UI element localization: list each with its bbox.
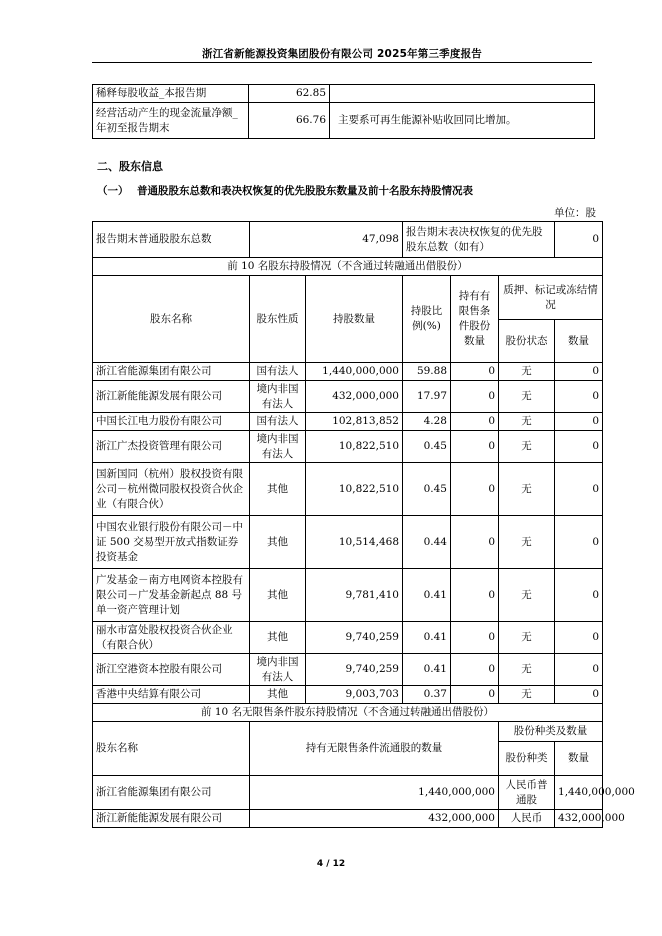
holder-nature: 其他 bbox=[250, 463, 306, 516]
unit-label: 单位：股 bbox=[554, 207, 596, 219]
holder-ratio: 0.45 bbox=[403, 431, 451, 463]
unrestricted-holder-qty: 1,440,000,000 bbox=[250, 776, 499, 810]
holder-shares: 10,822,510 bbox=[306, 463, 403, 516]
holder-name: 广发基金－南方电网资本控股有限公司－广发基金新起点 88 号单一资产管理计划 bbox=[93, 569, 250, 622]
holder-restricted: 0 bbox=[451, 654, 499, 686]
holder-name: 浙江广杰投资管理有限公司 bbox=[93, 431, 250, 463]
holder-ratio: 0.41 bbox=[403, 654, 451, 686]
holder-nature: 其他 bbox=[250, 569, 306, 622]
holder-pledge-status: 无 bbox=[499, 431, 555, 463]
table-row bbox=[93, 463, 603, 516]
holder-name: 浙江空港资本控股有限公司 bbox=[93, 654, 250, 686]
table-row bbox=[93, 776, 603, 810]
holder-pledge-qty: 0 bbox=[555, 622, 603, 654]
holder-ratio: 17.97 bbox=[403, 381, 451, 413]
col-header-shares: 持股数量 bbox=[306, 276, 403, 363]
holder-restricted: 0 bbox=[451, 431, 499, 463]
holder-pledge-qty: 0 bbox=[555, 516, 603, 569]
holder-shares: 9,781,410 bbox=[306, 569, 403, 622]
holder-pledge-status: 无 bbox=[499, 569, 555, 622]
holder-pledge-qty: 0 bbox=[555, 381, 603, 413]
holder-nature: 国有法人 bbox=[250, 413, 306, 431]
holder-ratio: 0.41 bbox=[403, 569, 451, 622]
col-header-name: 股东名称 bbox=[93, 276, 250, 363]
holder-restricted: 0 bbox=[451, 381, 499, 413]
holder-pledge-status: 无 bbox=[499, 413, 555, 431]
unrestricted-holder-name: 浙江新能能源发展有限公司 bbox=[93, 810, 250, 828]
holder-ratio: 59.88 bbox=[403, 363, 451, 381]
table-row bbox=[93, 686, 603, 704]
indicator-note: 主要系可再生能源补贴收回同比增加。 bbox=[330, 103, 595, 139]
holder-ratio: 0.37 bbox=[403, 686, 451, 704]
section-title: 二、股东信息 bbox=[97, 160, 163, 173]
unrestricted-header-name: 股东名称 bbox=[93, 722, 250, 776]
holder-shares: 9,003,703 bbox=[306, 686, 403, 704]
unrestricted-holder-qty: 432,000,000 bbox=[250, 810, 499, 828]
holder-name: 香港中央结算有限公司 bbox=[93, 686, 250, 704]
holder-restricted: 0 bbox=[451, 622, 499, 654]
holder-pledge-qty: 0 bbox=[555, 569, 603, 622]
unrestricted-holder-kind: 人民币 bbox=[499, 810, 555, 828]
table-row bbox=[93, 810, 603, 828]
page-number: 4 / 12 bbox=[316, 859, 346, 869]
holder-nature: 境内非国有法人 bbox=[250, 654, 306, 686]
holder-pledge-qty: 0 bbox=[555, 413, 603, 431]
holder-pledge-qty: 0 bbox=[555, 463, 603, 516]
holder-shares: 9,740,259 bbox=[306, 622, 403, 654]
holder-restricted: 0 bbox=[451, 363, 499, 381]
preferred-holders-value: 0 bbox=[555, 222, 603, 258]
preferred-holders-label: 报告期末表决权恢复的优先股股东总数（如有） bbox=[403, 222, 555, 258]
holder-nature: 国有法人 bbox=[250, 363, 306, 381]
page-header: 浙江省新能源投资集团股份有限公司 2025年第三季度报告 bbox=[202, 48, 482, 60]
holder-nature: 其他 bbox=[250, 622, 306, 654]
holder-name: 国新国同（杭州）股权投资有限公司－杭州微同股权投资合伙企业（有限合伙） bbox=[93, 463, 250, 516]
table-row bbox=[93, 431, 603, 463]
caption-row bbox=[93, 704, 603, 722]
unrestricted-header-amount: 数量 bbox=[555, 742, 603, 776]
holder-pledge-qty: 0 bbox=[555, 363, 603, 381]
table-row bbox=[93, 381, 603, 413]
total-holders-value: 47,098 bbox=[250, 222, 403, 258]
holder-name: 浙江省能源集团有限公司 bbox=[93, 363, 250, 381]
indicator-label: 经营活动产生的现金流量净额_年初至报告期末 bbox=[93, 103, 249, 139]
holder-shares: 9,740,259 bbox=[306, 654, 403, 686]
holder-restricted: 0 bbox=[451, 413, 499, 431]
col-header-pledge: 质押、标记或冻结情况 bbox=[499, 276, 603, 320]
indicator-value: 66.76 bbox=[249, 103, 330, 139]
table-row bbox=[93, 103, 595, 139]
holder-pledge-qty: 0 bbox=[555, 654, 603, 686]
table-row bbox=[93, 654, 603, 686]
holder-pledge-status: 无 bbox=[499, 463, 555, 516]
unrestricted-holder-amount: 1,440,000,000 bbox=[555, 776, 603, 810]
holder-name: 中国农业银行股份有限公司－中证 500 交易型开放式指数证券投资基金 bbox=[93, 516, 250, 569]
unrestricted-header-qty: 持有无限售条件流通股的数量 bbox=[250, 722, 499, 776]
holder-pledge-qty: 0 bbox=[555, 431, 603, 463]
holder-pledge-status: 无 bbox=[499, 363, 555, 381]
unrestricted-header-kind-group: 股份种类及数量 bbox=[499, 722, 603, 742]
shareholder-table bbox=[92, 221, 635, 828]
holder-ratio: 0.41 bbox=[403, 622, 451, 654]
col-header-ratio: 持股比例(%) bbox=[403, 276, 451, 363]
caption-row bbox=[93, 258, 603, 276]
holder-pledge-status: 无 bbox=[499, 381, 555, 413]
holder-pledge-qty: 0 bbox=[555, 686, 603, 704]
holder-shares: 102,813,852 bbox=[306, 413, 403, 431]
top10-caption: 前 10 名股东持股情况（不含通过转融通出借股份） bbox=[93, 258, 603, 276]
holder-pledge-status: 无 bbox=[499, 622, 555, 654]
subsection-title bbox=[97, 183, 473, 198]
header-rule bbox=[92, 62, 592, 63]
header-row bbox=[93, 722, 603, 742]
unrestricted-holder-amount: 432,000,000 bbox=[555, 810, 603, 828]
col-header-restricted: 持有有限售条件股份数量 bbox=[451, 276, 499, 363]
holder-name: 丽水市富处股权投资合伙企业（有限合伙） bbox=[93, 622, 250, 654]
col-header-nature: 股东性质 bbox=[250, 276, 306, 363]
unrestricted-holder-name: 浙江省能源集团有限公司 bbox=[93, 776, 250, 810]
holder-shares: 10,514,468 bbox=[306, 516, 403, 569]
indicator-value: 62.85 bbox=[249, 85, 330, 103]
table-row bbox=[93, 85, 595, 103]
holder-restricted: 0 bbox=[451, 686, 499, 704]
holder-name: 中国长江电力股份有限公司 bbox=[93, 413, 250, 431]
holder-shares: 1,440,000,000 bbox=[306, 363, 403, 381]
holder-nature: 境内非国有法人 bbox=[250, 431, 306, 463]
holder-ratio: 0.44 bbox=[403, 516, 451, 569]
holder-restricted: 0 bbox=[451, 463, 499, 516]
table-row bbox=[93, 413, 603, 431]
header-row bbox=[93, 276, 603, 320]
col-header-pledge-qty: 数量 bbox=[555, 320, 603, 363]
holder-pledge-status: 无 bbox=[499, 654, 555, 686]
holder-restricted: 0 bbox=[451, 569, 499, 622]
total-holders-label: 报告期末普通股股东总数 bbox=[93, 222, 250, 258]
unrestricted-holder-kind: 人民币普通股 bbox=[499, 776, 555, 810]
unrestricted-header-kind: 股份种类 bbox=[499, 742, 555, 776]
unrestricted-caption: 前 10 名无限售条件股东持股情况（不含通过转融通出借股份） bbox=[93, 704, 603, 722]
subsection-number: （一） bbox=[97, 185, 129, 197]
holder-ratio: 0.45 bbox=[403, 463, 451, 516]
holder-shares: 432,000,000 bbox=[306, 381, 403, 413]
holder-ratio: 4.28 bbox=[403, 413, 451, 431]
holder-restricted: 0 bbox=[451, 516, 499, 569]
holder-name: 浙江新能能源发展有限公司 bbox=[93, 381, 250, 413]
indicator-label: 稀释每股收益_本报告期 bbox=[93, 85, 249, 103]
col-header-pledge-status: 股份状态 bbox=[499, 320, 555, 363]
table-row bbox=[93, 569, 603, 622]
holder-nature: 其他 bbox=[250, 516, 306, 569]
table-row bbox=[93, 622, 603, 654]
table-row bbox=[93, 363, 603, 381]
holder-shares: 10,822,510 bbox=[306, 431, 403, 463]
holder-nature: 境内非国有法人 bbox=[250, 381, 306, 413]
financial-indicators-table bbox=[92, 84, 595, 139]
holder-pledge-status: 无 bbox=[499, 516, 555, 569]
table-row bbox=[93, 516, 603, 569]
indicator-note bbox=[330, 85, 595, 103]
summary-row bbox=[93, 222, 603, 258]
subsection-text: 普通股股东总数和表决权恢复的优先股股东数量及前十名股东持股情况表 bbox=[137, 185, 473, 197]
holder-pledge-status: 无 bbox=[499, 686, 555, 704]
holder-nature: 其他 bbox=[250, 686, 306, 704]
